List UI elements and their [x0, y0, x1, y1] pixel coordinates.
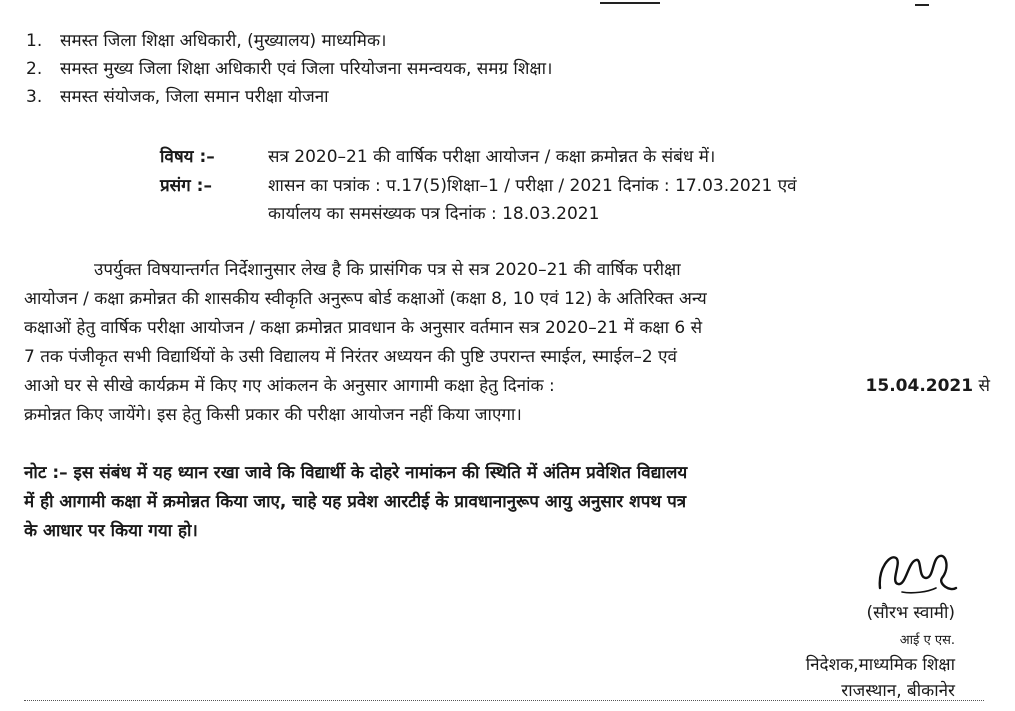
- subject-text: सत्र 2020–21 की वार्षिक परीक्षा आयोजन / कक्षा क्रमोन्नत के संबंध में।: [268, 147, 716, 167]
- addressee-item: [26, 86, 329, 108]
- body-text: आओ घर से सीखे कार्यक्रम में किए गए आंकलन के अनुसार आगामी कक्षा हेतु दिनांक :: [24, 376, 555, 396]
- subject-label: विषय :–: [160, 147, 215, 167]
- body-line: क्रमोन्नत किए जायेंगे। इस हेतु किसी प्रकार की परीक्षा आयोजन नहीं किया जाएगा।: [24, 405, 522, 425]
- signatory-service: आई ए एस.: [899, 633, 955, 648]
- signatory-name: (सौरभ स्वामी): [866, 603, 955, 623]
- addressee-text: समस्त संयोजक, जिला समान परीक्षा योजना: [60, 87, 329, 107]
- body-paragraph: [24, 256, 990, 430]
- signatory-place: राजस्थान, बीकानेर: [841, 681, 955, 701]
- body-line: आयोजन / कक्षा क्रमोन्नत की शासकीय स्वीकृति अनुरूप बोर्ड कक्षाओं (कक्षा 8, 10 एवं 12) के अतिरिक्त अन्य: [24, 289, 707, 309]
- handwritten-signature: [872, 548, 962, 600]
- body-line: उपर्युक्त विषयान्तर्गत निर्देशानुसार लेख है कि प्रासंगिक पत्र से सत्र 2020–21 की वार्षिक परीक्षा: [94, 260, 681, 280]
- body-line: कक्षाओं हेतु वार्षिक परीक्षा आयोजन / कक्षा क्रमोन्नत प्रावधान के अनुसार वर्तमान सत्र 2020–21 में कक्षा 6 से: [24, 318, 703, 338]
- note-line: के आधार पर किया गया हो।: [24, 521, 198, 541]
- note-line: में ही आगामी कक्षा में क्रमोन्नत किया जाए, चाहे यह प्रवेश आरटीई के प्रावधानानुरूप आयु अनुसार शपथ पत्र: [24, 492, 687, 512]
- note-paragraph: [24, 459, 990, 546]
- addressee-number: 1.: [26, 31, 43, 51]
- addressee-number: 2.: [26, 59, 43, 79]
- addressee-item: [26, 58, 552, 80]
- addressee-number: 3.: [26, 87, 43, 107]
- signatory-designation: निदेशक,माध्यमिक शिक्षा: [805, 655, 955, 675]
- reference-label: प्रसंग :–: [160, 176, 212, 196]
- addressee-item: [26, 30, 386, 52]
- reference-line-2: कार्यालय का समसंख्यक पत्र दिनांक : 18.03.2021: [268, 204, 600, 224]
- body-line: 7 तक पंजीकृत सभी विद्यार्थियों के उसी विद्यालय में निरंतर अध्ययन की पुष्टि उपरान्त स्माईल, स्माईल–2 एवं: [24, 347, 677, 367]
- footer-divider: [24, 700, 984, 711]
- body-text: से: [978, 376, 990, 396]
- body-line: [24, 372, 990, 401]
- note-line: नोट :– इस संबंध में यह ध्यान रखा जावे कि विद्यार्थी के दोहरे नामांकन की स्थिति में अंतिम प्रवेशित विद्यालय: [24, 463, 688, 483]
- addressee-text: समस्त जिला शिक्षा अधिकारी, (मुख्यालय) माध्यमिक।: [60, 31, 387, 51]
- addressee-text: समस्त मुख्य जिला शिक्षा अधिकारी एवं जिला परियोजना समन्वयक, समग्र शिक्षा।: [60, 59, 553, 79]
- reference-text-1: शासन का पत्रांक : प.17(5)शिक्षा–1 / परीक्षा / 2021 दिनांक : 17.03.2021 एवं: [268, 176, 797, 196]
- header-underline: [600, 0, 660, 4]
- reference-line-1: [268, 173, 960, 196]
- effective-date: 15.04.2021: [865, 376, 974, 396]
- header-underline-end: [915, 0, 929, 6]
